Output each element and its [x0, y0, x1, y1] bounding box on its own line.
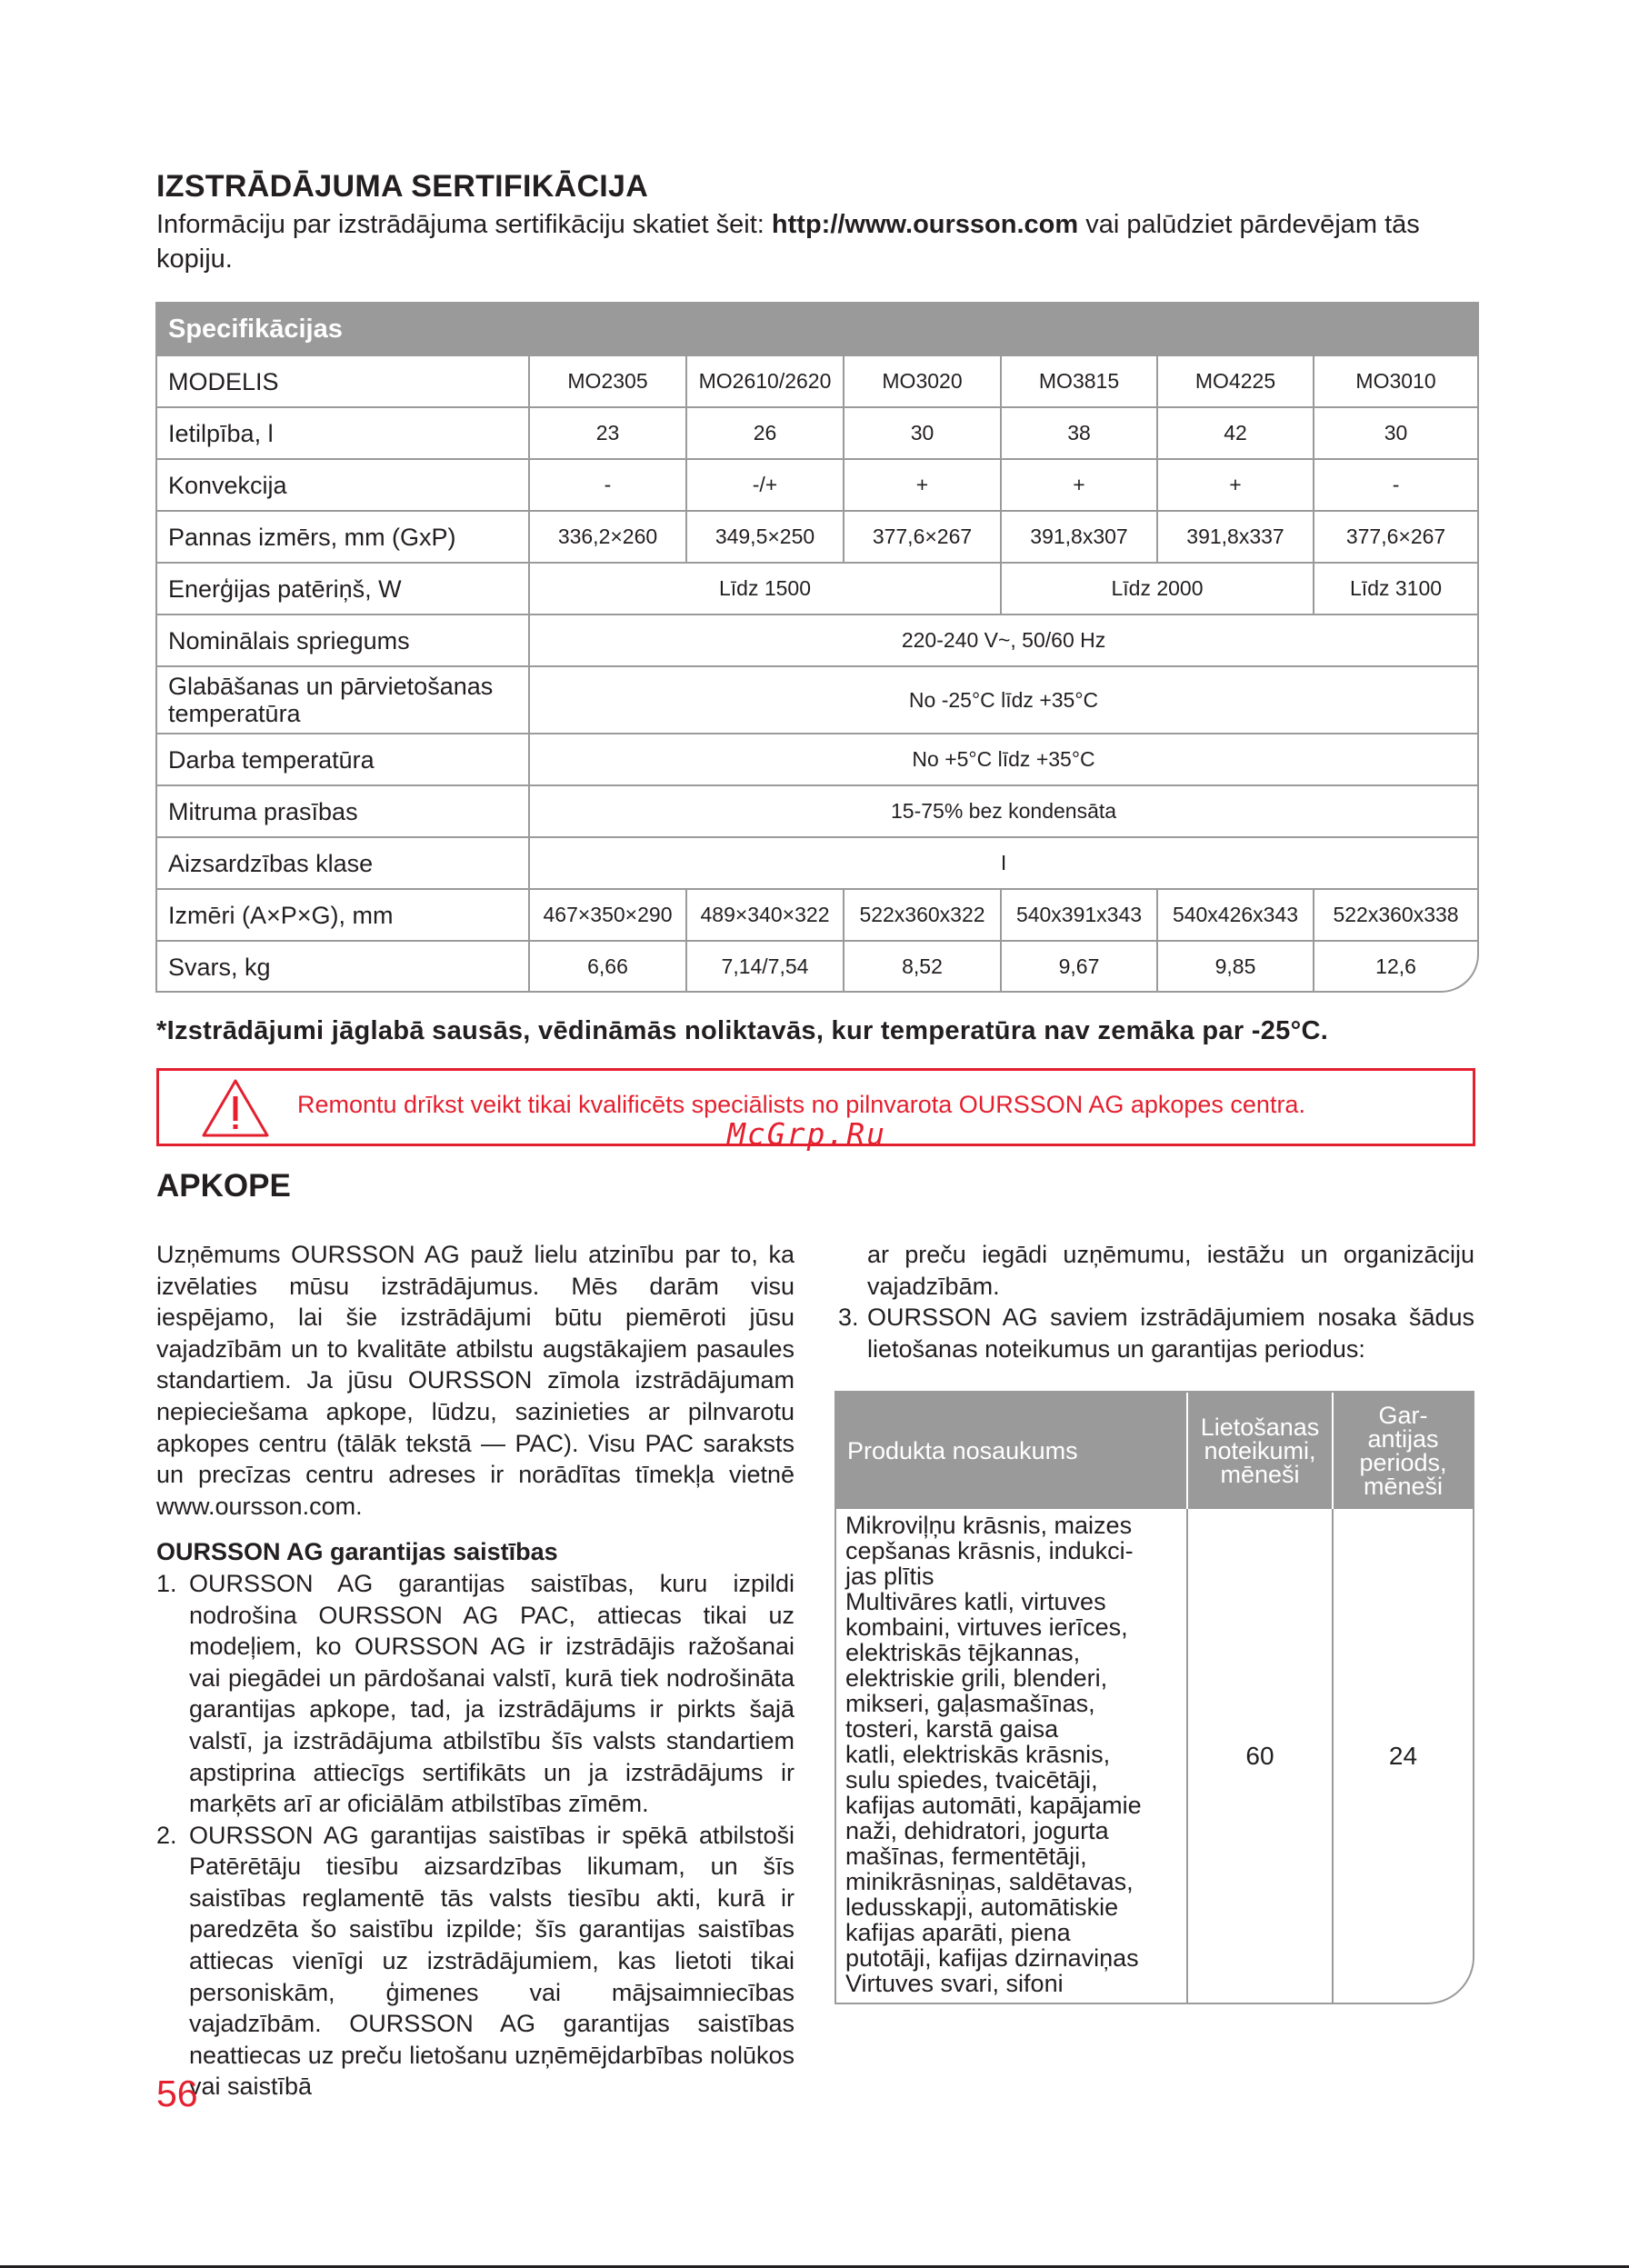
product-line: mašīnas, fermentētāji, — [845, 1843, 1087, 1870]
product-line: Virtuves svari, sifoni — [845, 1970, 1064, 1997]
product-line: kombaini, virtuves ierīces, — [845, 1614, 1128, 1641]
certification-title: IZSTRĀDĀJUMA SERTIFIKĀCIJA — [156, 169, 649, 204]
product-line: jas plītis — [845, 1563, 934, 1590]
row-label: Nominālais spriegums — [157, 614, 529, 666]
header-line: Lietošanas — [1200, 1414, 1320, 1441]
row-label: Ietilpība, l — [157, 407, 529, 459]
table-cell: 9,67 — [1001, 941, 1157, 992]
table-cell: 336,2×260 — [529, 511, 686, 563]
item-number: 3. — [838, 1304, 859, 1332]
row-label: MODELIS — [157, 355, 529, 407]
table-cell: 522x360x322 — [844, 889, 1001, 941]
table-cell: 30 — [844, 407, 1001, 459]
table-cell: MO2610/2620 — [686, 355, 844, 407]
table-cell: 7,14/7,54 — [686, 941, 844, 992]
service-title: APKOPE — [156, 1168, 291, 1204]
table-cell: 540x391x343 — [1001, 889, 1157, 941]
warranty-months-cell: 24 — [1388, 1741, 1418, 1770]
table-cell: 349,5×250 — [686, 511, 844, 563]
table-row — [836, 1509, 1473, 2003]
item-text: OURSSON AG garantijas saistības ir spēkā atbilstoši Patērētāju tiesību aizsardzības likumam, un šīs saistības reglamentē tās valsts tiesību akti, kurā ir paredzēta šo saistību izpilde; šīs garantijas saistības attiecas vienīgi uz izstrādājumiem, kas lietoti tikai personiskām, ģimenes vai mājsaimniecības vajadzībām. OURSSON AG garantijas saistības neattiecas uz preču lietošanu uzņēmējdarbības nolūkos vai saistībā — [189, 1821, 795, 2101]
product-line: cepšanas krāsnis, indukci- — [845, 1537, 1134, 1564]
table-row — [157, 941, 1477, 992]
table-cell: MO4225 — [1157, 355, 1314, 407]
item-text: OURSSON AG saviem izstrādājumiem nosaka šādus lietošanas noteikumus un garantijas periodus: — [867, 1304, 1474, 1363]
table-row — [157, 459, 1477, 511]
row-label: Glabāšanas un pārvietošanas temperatūra — [157, 666, 529, 734]
table-cell: 220-240 V~, 50/60 Hz — [529, 614, 1477, 666]
table-cell: I — [529, 837, 1477, 889]
product-line: elektriskie grili, blenderi, — [845, 1664, 1108, 1692]
table-cell: Līdz 2000 — [1001, 563, 1314, 614]
table-cell: 377,6×267 — [1314, 511, 1477, 563]
table-cell: No +5°C līdz +35°C — [529, 734, 1477, 785]
table-cell: Līdz 3100 — [1314, 563, 1477, 614]
product-line: kafijas aparāti, piena — [845, 1919, 1071, 1946]
table-cell: + — [1157, 459, 1314, 511]
table-row — [157, 407, 1477, 459]
row-label: Enerģijas patēriņš, W — [157, 563, 529, 614]
row-label: Svars, kg — [157, 941, 529, 992]
header-line: antijas — [1367, 1425, 1439, 1453]
page-number: 56 — [156, 2073, 198, 2114]
header-line: noteikumi, — [1204, 1437, 1316, 1464]
item-text: OURSSON AG garantijas saistības, kuru izpildi nodrošina OURSSON AG PAC, attiecas tikai uz modeļiem, ko OURSSON AG ir izstrādājis ražošanai vai piegādei un pārdošanai valstī, kurā tiek nodrošināta garantijas apkope, tad, ja izstrādājums ir pirkts šajā valstī, ja izstrādājuma atbilstību šīs valsts standartiem apstiprina attiecīgs sertifikāts un ja izstrādājums ir marķēts arī ar oficiālām atbilstības zīmēm. — [189, 1569, 795, 1818]
table-cell: 6,66 — [529, 941, 686, 992]
header-line: periods, — [1359, 1449, 1447, 1476]
table-cell: - — [529, 459, 686, 511]
table-row — [157, 734, 1477, 785]
table-cell: 26 — [686, 407, 844, 459]
table-cell: Līdz 1500 — [529, 563, 1001, 614]
table-cell: 12,6 — [1314, 941, 1477, 992]
certification-link[interactable]: http://www.oursson.com — [771, 210, 1079, 239]
table-row — [157, 355, 1477, 407]
service-intro: Uzņēmums OURSSON AG pauž lielu atzinību par to, ka izvēlaties mūsu izstrādājumus. Mēs darām visu iespējamo, lai šie izstrādājumi būtu piemēroti jūsu vajadzībām un to kvalitāte atbilstu augstākajiem pasaules standartiem. Ja jūsu OURSSON zīmola izstrādājumam nepieciešama apkope, lūdzu, sazinieties ar pilnvarotu apkopes centru (tālāk tekstā — PAC). Visu PAC saraksts un precīzas centru adreses ir norādītas tīmekļa vietnē www.oursson.com. — [156, 1241, 795, 1520]
table-cell: 30 — [1314, 407, 1477, 459]
list-item — [156, 1820, 795, 2103]
product-line: ledusskapji, automātiskie — [845, 1893, 1119, 1921]
table-row — [157, 837, 1477, 889]
header-line: mēneši — [1220, 1461, 1300, 1488]
warning-text: Remontu drīkst veikt tikai kvalificēts speciālists no pilnvarota OURSSON AG apkopes centra. — [297, 1091, 1305, 1118]
service-left-column — [156, 1239, 795, 2103]
product-list-cell — [836, 1509, 1187, 2003]
table-row — [157, 511, 1477, 563]
table-cell: No -25°C līdz +35°C — [529, 666, 1477, 734]
row-label: Pannas izmērs, mm (GxP) — [157, 511, 529, 563]
spec-table — [157, 304, 1477, 992]
service-right-column — [838, 1239, 1474, 1364]
row-label: Mitruma prasības — [157, 785, 529, 837]
product-line: minikrāsniņas, saldētavas, — [845, 1868, 1134, 1895]
spec-table-wrapper — [155, 302, 1479, 993]
row-label: Konvekcija — [157, 459, 529, 511]
spec-header: Specifikācijas — [157, 304, 1477, 355]
list-item — [156, 1568, 795, 1820]
table-cell: MO3010 — [1314, 355, 1477, 407]
table-cell: - — [1314, 459, 1477, 511]
item-number: 2. — [156, 1821, 177, 1849]
table-cell: 8,52 — [844, 941, 1001, 992]
certification-text — [156, 207, 1484, 276]
table-cell: 391,8x307 — [1001, 511, 1157, 563]
product-line: Mikroviļņu krāsnis, maizes — [845, 1512, 1133, 1539]
header-line: mēneši — [1363, 1473, 1444, 1500]
product-line: elektriskās tējkannas, — [845, 1639, 1081, 1666]
table-row — [157, 563, 1477, 614]
product-line: tosteri, karstā gaisa — [845, 1715, 1059, 1743]
table-row — [157, 666, 1477, 734]
product-line: sulu spiedes, tvaicētāji, — [845, 1766, 1098, 1793]
table-cell: MO3815 — [1001, 355, 1157, 407]
storage-note: *Izstrādājumi jāglabā sausās, vēdināmās noliktavās, kur temperatūra nav zemāka par -25°C. — [156, 1016, 1329, 1045]
table-cell: 377,6×267 — [844, 511, 1001, 563]
row-label: Aizsardzības klase — [157, 837, 529, 889]
product-line: kafijas automāti, kapājamie — [845, 1792, 1142, 1819]
header-line: Gar- — [1378, 1402, 1428, 1429]
table-cell: 15-75% bez kondensāta — [529, 785, 1477, 837]
table-cell: 9,85 — [1157, 941, 1314, 992]
table-cell: -/+ — [686, 459, 844, 511]
table-row — [157, 614, 1477, 666]
product-line: mikseri, gaļasmašīnas, — [845, 1690, 1095, 1717]
product-line: Multivāres katli, virtuves — [845, 1588, 1106, 1615]
table-cell: MO2305 — [529, 355, 686, 407]
list-continuation: ar preču iegādi uzņēmumu, iestāžu un organizāciju vajadzībām. — [867, 1241, 1474, 1300]
table-cell: 489×340×322 — [686, 889, 844, 941]
product-line: putotāji, kafijas dzirnaviņas — [845, 1944, 1139, 1972]
warranty-list — [156, 1568, 795, 2103]
table-cell: + — [844, 459, 1001, 511]
certification-text-after: vai palūdziet pārdevējam tās kopiju. — [156, 210, 1420, 274]
watermark: McGrp.Ru — [727, 1116, 886, 1152]
warranty-table-wrapper — [834, 1391, 1474, 2004]
table-cell: 391,8x337 — [1157, 511, 1314, 563]
table-cell: 522x360x338 — [1314, 889, 1477, 941]
product-line: naži, dehidratori, jogurta — [845, 1817, 1109, 1844]
warning-triangle-icon — [201, 1078, 270, 1138]
table-cell: 540x426x343 — [1157, 889, 1314, 941]
row-label: Izmēri (A×P×G), mm — [157, 889, 529, 941]
table-cell: 467×350×290 — [529, 889, 686, 941]
table-cell: 38 — [1001, 407, 1157, 459]
table-row — [157, 889, 1477, 941]
column-header — [1333, 1393, 1473, 1509]
usage-months-cell: 60 — [1187, 1509, 1333, 2003]
item-number: 1. — [156, 1569, 177, 1597]
table-cell: + — [1001, 459, 1157, 511]
table-cell: 23 — [529, 407, 686, 459]
warranty-table — [836, 1393, 1473, 2003]
table-cell: 42 — [1157, 407, 1314, 459]
column-header — [1187, 1393, 1333, 1509]
warranty-subtitle: OURSSON AG garantijas saistības — [156, 1538, 558, 1566]
table-row — [157, 785, 1477, 837]
list-item — [838, 1302, 1474, 1364]
column-header: Produkta nosaukums — [836, 1393, 1187, 1509]
row-label: Darba temperatūra — [157, 734, 529, 785]
certification-text-before: Informāciju par izstrādājuma sertifikāciju skatiet šeit: — [156, 210, 772, 239]
product-line: katli, elektriskās krāsnis, — [845, 1741, 1111, 1768]
table-cell: MO3020 — [844, 355, 1001, 407]
